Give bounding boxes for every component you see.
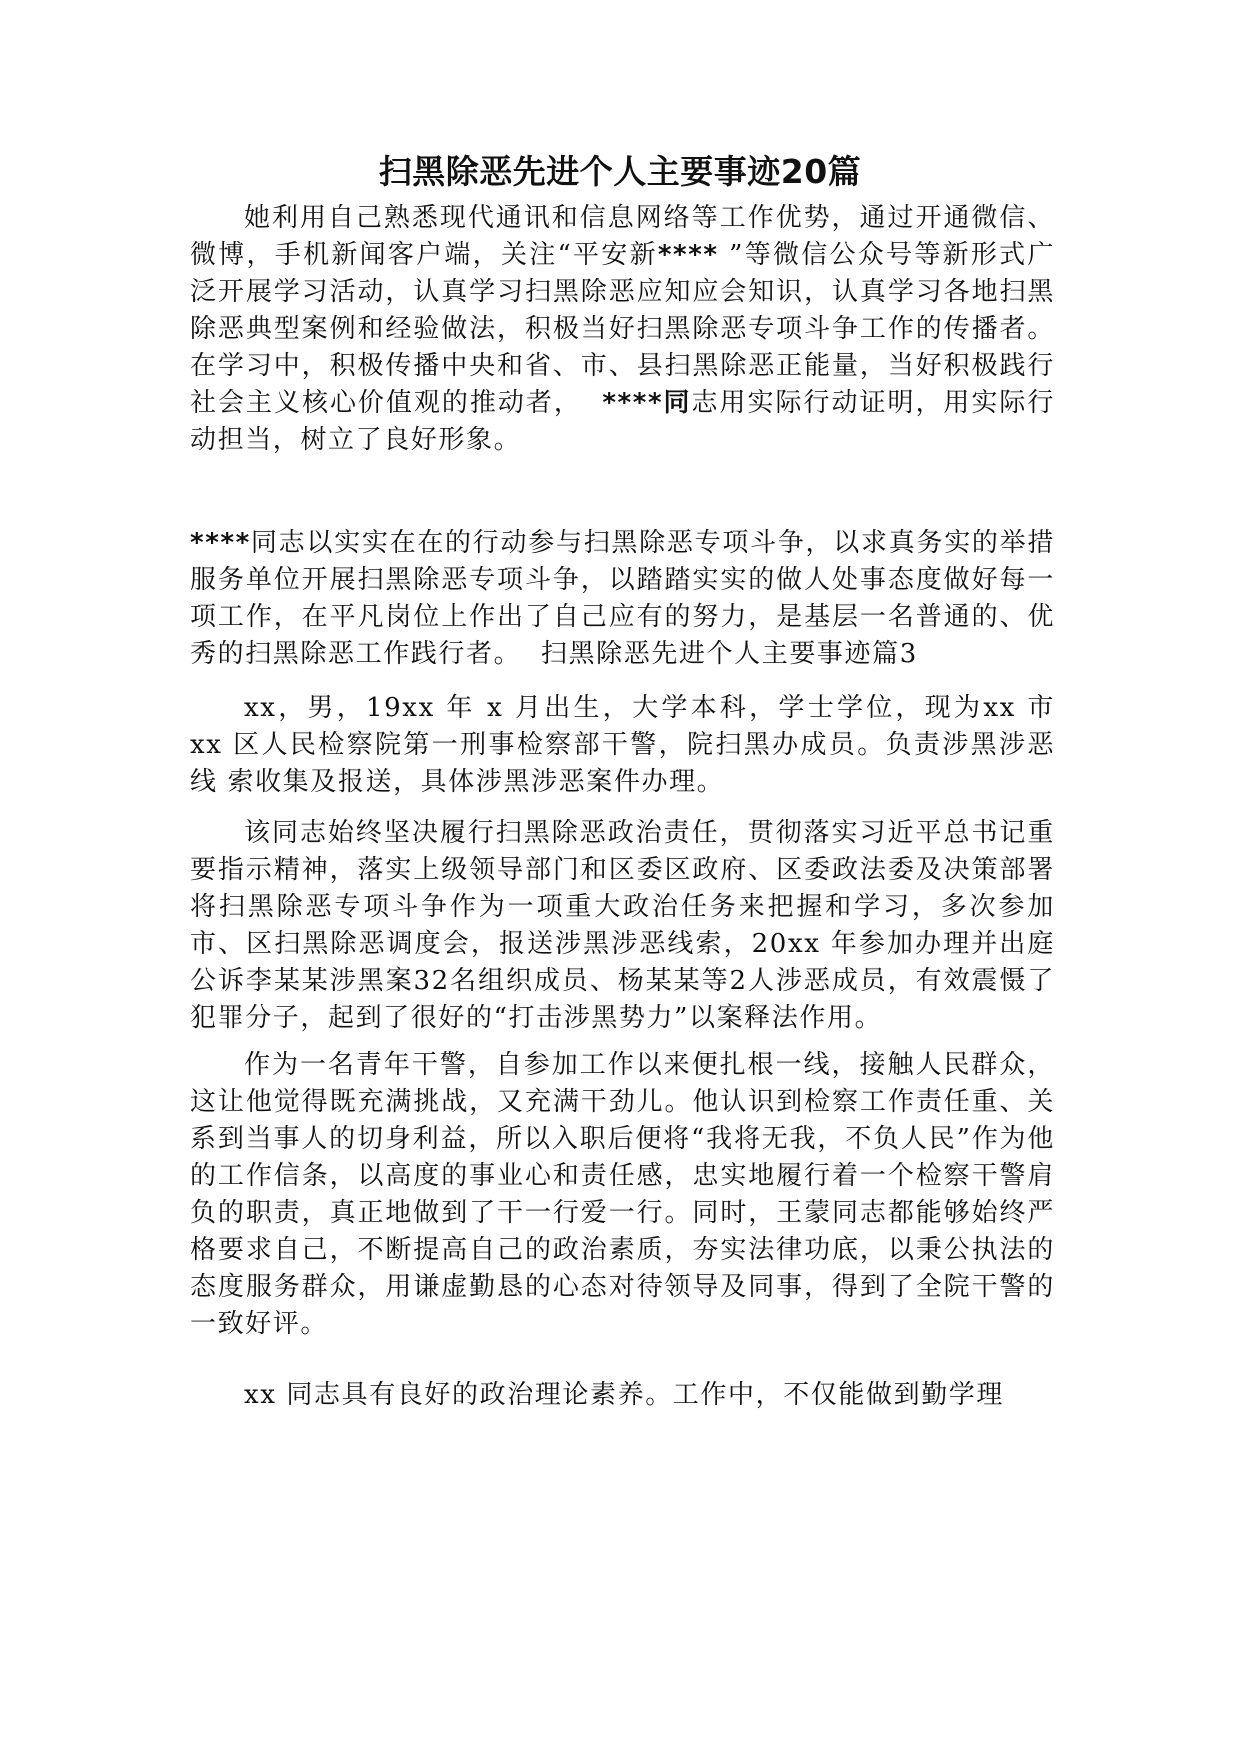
paragraph-1-text-c: ”等微信公众号等新形式广泛开展学习活动，认真学习扫黑除恶应知应会知识，认真学习各地扫黑除恶典型案例和经验做法，积极当好扫黑除恶专项斗争工作的传播者。在学习中，积极传播中央和省、市、县扫黑除恶正能量，当好积极践行社会主义核心价值观的推动者， — [190, 240, 1056, 418]
paragraph-2-text: 同志以实实在在的行动参与扫黑除恶专项斗争，以求真务实的举措服务单位开展扫黑除恶专项斗争，以踏踏实实的做人处事态度做好每一项工作，在平凡岗位上作出了自己应有的努力，是基层一名普通的、优秀的扫黑除恶工作践行者。 扫黑除恶先进个人主要事迹篇3 — [190, 528, 1055, 669]
paragraph-1-masked-name-1: **** — [657, 240, 719, 270]
paragraph-1-text-e: 志用实际行动证明，用实际行动担当，树立了良好形象。 — [190, 388, 1055, 455]
paragraph-6: xx 同志具有良好的政治理论素养。工作中，不仅能做到勤学理 — [244, 1380, 1004, 1410]
paragraph-3: xx，男，19xx 年 x 月出生，大学本科，学士学位，现为xx 市 xx 区人民检察院第一刑事检察部干警，院扫黑办成员。负责涉黑涉恶线 索收集及报送，具体涉黑涉恶案件办理。 — [190, 693, 1065, 797]
paragraph-5: 作为一名青年干警，自参加工作以来便扎根一线，接触人民群众，这让他觉得既充满挑战，又充满干劲儿。他认识到检察工作责任重、关系到当事人的切身利益，所以入职后便将“我将无我，不负人民”作为他的工作信条，以高度的事业心和责任感，忠实地履行着一个检察干警肩负的职责，真正地做到了干一行爱一行。同时，王蒙同志都能够始终严格要求自己，不断提高自己的政治素质，夯实法律功底，以秉公执法的态度服务群众，用谦虚勤恳的心态对待领导及同事，得到了全院干警的一致好评。 — [190, 1050, 1055, 1339]
paragraph-1 — [190, 200, 1055, 459]
paragraph-1-masked-name-2: ****同 — [602, 388, 692, 418]
paragraph-2-masked-name: **** — [190, 528, 251, 558]
paragraph-4: 该同志始终坚决履行扫黑除恶政治责任，贯彻落实习近平总书记重要指示精神，落实上级领导部门和区委区政府、区委政法委及决策部署将扫黑除恶专项斗争作为一项重大政治任务来把握和学习，多次参加市、区扫黑除恶调度会，报送涉黑涉恶线索，20xx 年参加办理并出庭公诉李某某涉黑案32名组织成员、杨某某等2人涉恶成员，有效震慑了犯罪分子，起到了很好的“打击涉黑势力”以案释法作用。 — [190, 818, 1055, 1033]
paragraph-1-text-a: 她利用自己熟悉现代通讯和信息网络等工作优势，通过开通微信、微博，手机新闻客户端，关注“平安新 — [190, 203, 1055, 270]
document-title: 扫黑除恶先进个人主要事迹20篇 — [378, 152, 862, 191]
paragraph-2 — [190, 525, 1055, 673]
